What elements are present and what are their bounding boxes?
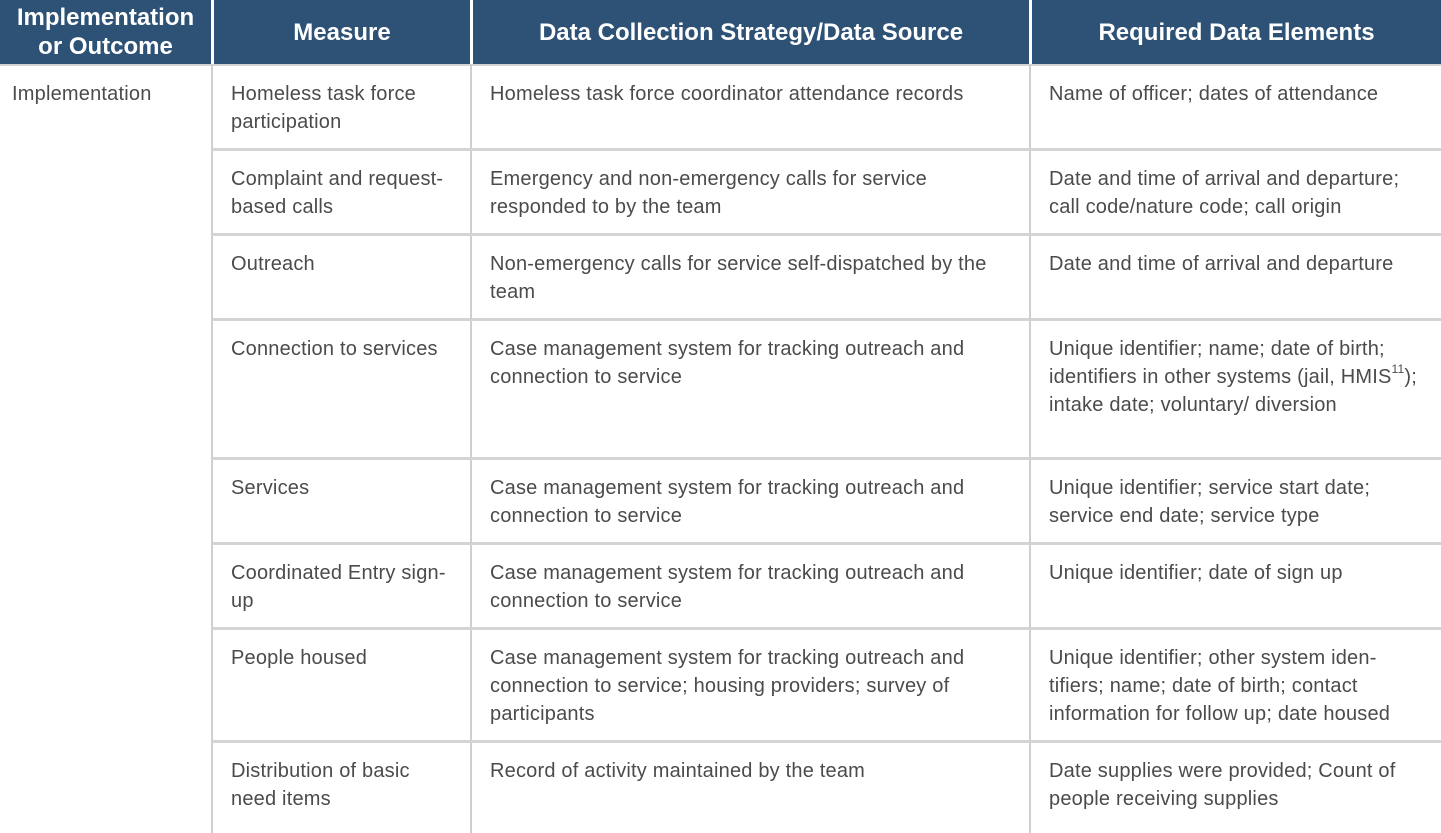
- required-text-part2: ); intake date; voluntary/ diversion: [1049, 366, 1418, 416]
- source-cell: Record of activity maintained by the team: [470, 743, 1029, 833]
- header-row: [0, 0, 1441, 64]
- table-row: [0, 460, 1441, 545]
- required-cell: Date supplies were provided; Count of people receiving supplies: [1029, 743, 1441, 833]
- measure-cell: Coordinated Entry sign-up: [211, 545, 470, 630]
- table-body: [0, 64, 1441, 833]
- source-cell: Case management system for tracking outreach and connection to service: [470, 545, 1029, 630]
- source-cell: Homeless task force coordinator attendance records: [470, 64, 1029, 151]
- required-cell: [1029, 321, 1441, 460]
- table-row: [0, 630, 1441, 743]
- table-row: [0, 64, 1441, 151]
- table-row: [0, 151, 1441, 236]
- source-cell: Case management system for tracking outreach and connection to service: [470, 460, 1029, 545]
- source-cell: Case management system for tracking outreach and connection to service: [470, 321, 1029, 460]
- required-cell: Unique identifier; other system iden-tifiers; name; date of birth; contact information for follow up; date housed: [1029, 630, 1441, 743]
- required-cell: Date and time of arrival and departure; call code/nature code; call origin: [1029, 151, 1441, 236]
- table-row: [0, 545, 1441, 630]
- header-data-source: Data Collection Strategy/Data Source: [470, 0, 1029, 64]
- table-header: [0, 0, 1441, 64]
- required-cell: Date and time of arrival and departure: [1029, 236, 1441, 321]
- source-cell: Case management system for tracking outreach and connection to service; housing providers; survey of participants: [470, 630, 1029, 743]
- required-cell: Name of officer; dates of attendance: [1029, 64, 1441, 151]
- header-measure: Measure: [211, 0, 470, 64]
- measure-cell: Services: [211, 460, 470, 545]
- header-implementation-line2: or Outcome: [38, 33, 173, 60]
- required-text-part1: Unique identifier; name; date of birth; identifiers in other systems (jail, HMIS: [1049, 338, 1392, 388]
- header-implementation-line1: Implementation: [16, 4, 195, 31]
- header-required-data-elements: Required Data Elements: [1029, 0, 1441, 64]
- required-cell: Unique identifier; service start date; service end date; service type: [1029, 460, 1441, 545]
- measure-cell: Complaint and request-based calls: [211, 151, 470, 236]
- required-cell: Unique identifier; date of sign up: [1029, 545, 1441, 630]
- table-row: [0, 743, 1441, 833]
- measure-cell: Connection to services: [211, 321, 470, 460]
- header-implementation-or-outcome: [0, 0, 211, 64]
- table-row: [0, 236, 1441, 321]
- source-cell: Non-emergency calls for service self-dispatched by the team: [470, 236, 1029, 321]
- table-row: [0, 321, 1441, 460]
- source-cell: Emergency and non-emergency calls for service responded to by the team: [470, 151, 1029, 236]
- measure-cell: Outreach: [211, 236, 470, 321]
- measure-cell: People housed: [211, 630, 470, 743]
- measure-cell: Homeless task force participation: [211, 64, 470, 151]
- measure-cell: Distribution of basic need items: [211, 743, 470, 833]
- footnote-marker: 11: [1391, 362, 1405, 377]
- category-cell: Implementation: [0, 64, 211, 833]
